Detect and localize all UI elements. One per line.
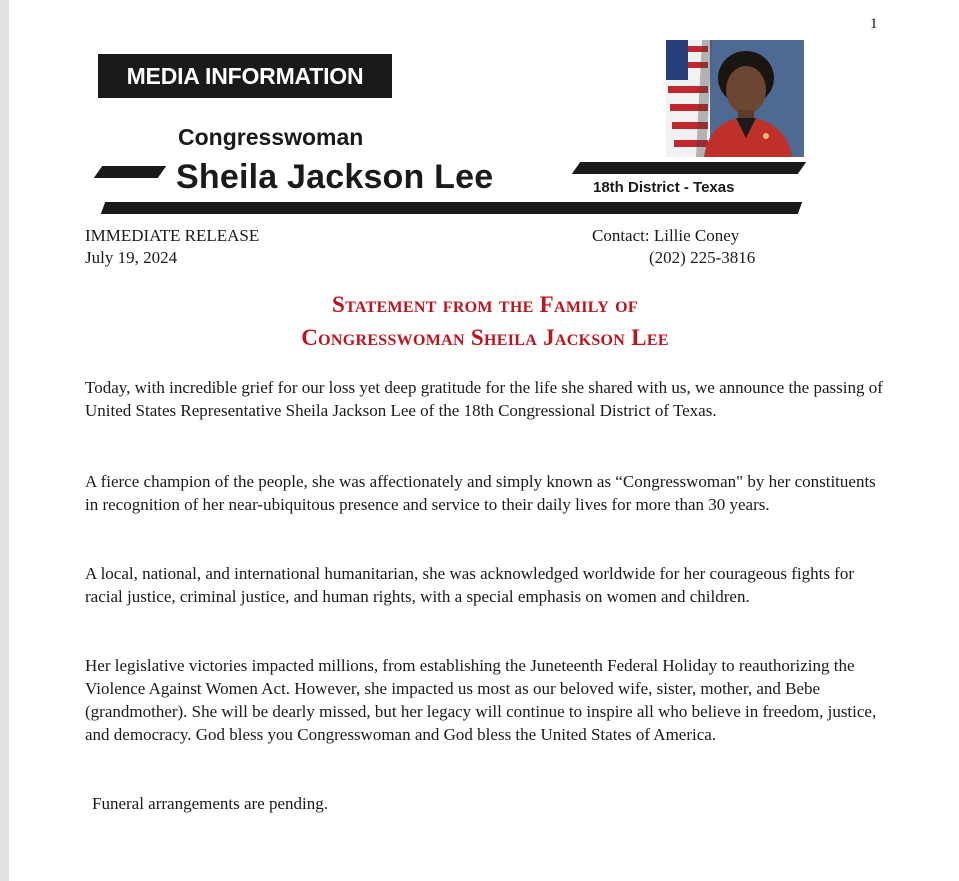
statement-paragraph-3: A local, national, and international humanitarian, she was acknowledged worldwide for her courageous fights for racial justice, criminal justice, and human rights, with a special emphasis on women and children. xyxy=(85,564,855,606)
statement-paragraph-1: Today, with incredible grief for our loss yet deep gratitude for the life she shared with us, we announce the passing of United States Representative Sheila Jackson Lee of the 18th Congressional District of Texas. xyxy=(85,378,883,420)
contact-phone: (202) 225-3816 xyxy=(649,248,756,267)
statement-title-line-1: Statement from the Family of xyxy=(332,292,638,317)
statement-paragraph-5: Funeral arrangements are pending. xyxy=(92,794,329,813)
portrait-photo xyxy=(666,40,804,157)
title-prefix: Congresswoman xyxy=(178,124,364,150)
media-information-banner xyxy=(98,54,392,98)
portrait-illustration xyxy=(666,40,804,157)
document-page xyxy=(9,0,959,881)
media-information-label: MEDIA INFORMATION xyxy=(126,62,364,89)
statement-paragraph-2: A fierce champion of the people, she was affectionately and simply known as “Congresswoman" by her constituents in recognition of her near-ubiquitous presence and service to their daily lives for more than 30 years. xyxy=(85,472,876,514)
release-date: July 19, 2024 xyxy=(85,248,178,267)
release-type: IMMEDIATE RELEASE xyxy=(85,226,260,245)
header-rule-bottom xyxy=(101,202,802,214)
congresswoman-name: Sheila Jackson Lee xyxy=(176,158,494,196)
header-rule-left xyxy=(94,166,166,178)
district-label: 18th District - Texas xyxy=(593,179,735,196)
statement-paragraph-4: Her legislative victories impacted millions, from establishing the Juneteenth Federal Holiday to reauthorizing the Violence Against Women Act. However, she impacted us most as our beloved wife, sister, mother, and Bebe (grandmother). She will be dearly missed, but her legacy will continue to inspire all who believe in freedom, justice, and democracy. God bless you Congresswoman and God bless the United States of America. xyxy=(85,656,877,744)
page-number: 1 xyxy=(870,16,878,32)
header-rule-right xyxy=(572,162,806,174)
page-edge-shadow xyxy=(0,0,9,881)
contact-name: Contact: Lillie Coney xyxy=(592,226,740,245)
statement-title-line-2: Congresswoman Sheila Jackson Lee xyxy=(301,325,669,350)
